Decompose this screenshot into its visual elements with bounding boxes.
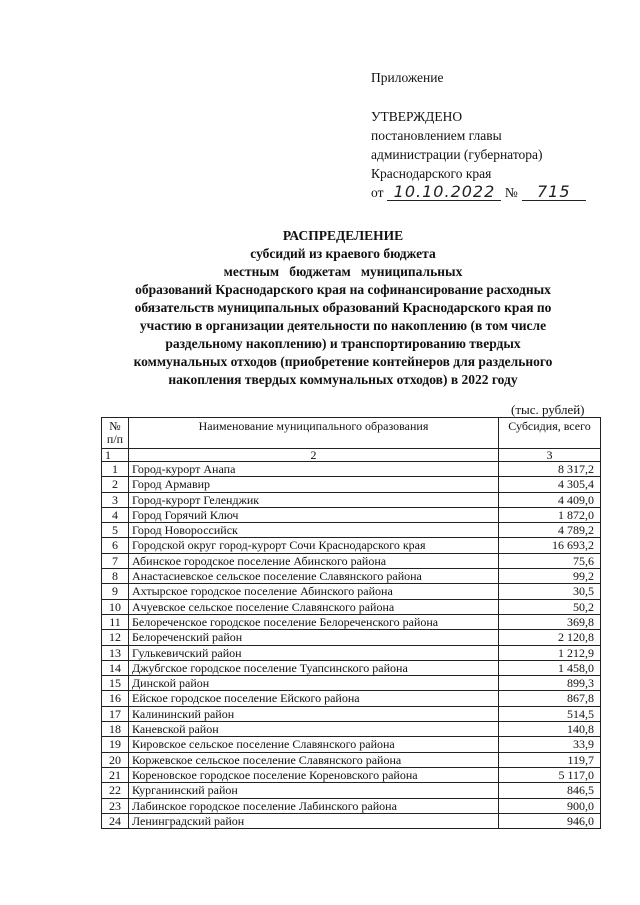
row-subsidy: 5 117,0 [499,767,601,782]
table-row [102,492,601,507]
table-row [102,477,601,492]
column-number-row [102,449,601,462]
row-number: 19 [102,737,129,752]
row-number: 4 [102,507,129,522]
row-number: 6 [102,538,129,553]
table-row [102,538,601,553]
table-row [102,798,601,813]
title-line-8: накопления твердых коммунальных отходов) в 2022 году [168,372,518,387]
title-heading: РАСПРЕДЕЛЕНИЕ [282,228,404,243]
table-row [102,645,601,660]
title-line-4: обязательств муниципальных образований Краснодарского края по [134,300,552,315]
table-row [102,752,601,767]
table-header-row [102,418,601,449]
row-subsidy: 946,0 [499,813,601,828]
row-number: 15 [102,676,129,691]
row-number: 22 [102,783,129,798]
row-number: 2 [102,477,129,492]
row-subsidy: 119,7 [499,752,601,767]
row-name: Белореченское городское поселение Белореченского района [129,614,499,629]
title-line-2: местным бюджетам муниципальных [223,264,463,279]
row-name: Коржевское сельское поселение Славянского района [129,752,499,767]
row-number: 12 [102,630,129,645]
row-name: Кореновское городское поселение Кореновского района [129,767,499,782]
row-name: Каневской район [129,722,499,737]
row-name: Курганинский район [129,783,499,798]
header-number: № п/п [102,418,129,449]
table-row [102,584,601,599]
row-name: Город Горячий Ключ [129,507,499,522]
row-number: 20 [102,752,129,767]
header-subsidy: Субсидия, всего [499,418,601,449]
row-subsidy: 514,5 [499,706,601,721]
row-subsidy: 75,6 [499,553,601,568]
row-name: Ачуевское сельское поселение Славянского района [129,599,499,614]
row-name: Гулькевичский район [129,645,499,660]
handwritten-number: 715 [522,184,586,201]
table-row [102,722,601,737]
approval-line-1: постановлением главы [371,128,502,143]
table-row [102,599,601,614]
table-row [102,523,601,538]
row-subsidy: 2 120,8 [499,630,601,645]
row-subsidy: 140,8 [499,722,601,737]
row-name: Городской округ город-курорт Сочи Краснодарского края [129,538,499,553]
row-subsidy: 4 789,2 [499,523,601,538]
table-row [102,783,601,798]
row-subsidy: 4 305,4 [499,477,601,492]
row-name: Джубгское городское поселение Туапсинского района [129,660,499,675]
document-title [88,227,598,389]
row-subsidy: 16 693,2 [499,538,601,553]
row-name: Калининский район [129,706,499,721]
row-subsidy: 846,5 [499,783,601,798]
row-subsidy: 99,2 [499,569,601,584]
row-subsidy: 899,3 [499,676,601,691]
column-number-2: 2 [129,449,499,462]
date-number-line [371,183,611,202]
column-number-1: 1 [102,449,129,462]
row-number: 21 [102,767,129,782]
row-name: Город Армавир [129,477,499,492]
title-line-7: коммунальных отходов (приобретение контейнеров для раздельного [133,354,553,369]
handwritten-date: 10.10.2022 [387,184,501,201]
row-number: 9 [102,584,129,599]
table-row [102,630,601,645]
row-name: Белореченский район [129,630,499,645]
row-number: 8 [102,569,129,584]
header-name: Наименование муниципального образования [129,418,499,449]
title-line-6: раздельному накоплению) и транспортированию твердых [165,336,521,351]
row-subsidy: 33,9 [499,737,601,752]
row-name: Кировское сельское поселение Славянского района [129,737,499,752]
approved-label: УТВЕРЖДЕНО [371,109,463,124]
table-row [102,660,601,675]
row-subsidy: 900,0 [499,798,601,813]
row-subsidy: 4 409,0 [499,492,601,507]
row-number: 13 [102,645,129,660]
row-name: Ейское городское поселение Ейского района [129,691,499,706]
row-subsidy: 8 317,2 [499,462,601,477]
table-row [102,767,601,782]
row-name: Город-курорт Геленджик [129,492,499,507]
row-subsidy: 1 212,9 [499,645,601,660]
row-subsidy: 1 872,0 [499,507,601,522]
table-body [102,462,601,829]
approval-line-3: Краснодарского края [371,166,492,181]
row-number: 11 [102,614,129,629]
table-row [102,553,601,568]
appendix-label: Приложение [371,70,444,85]
table-row [102,737,601,752]
row-number: 24 [102,813,129,828]
row-subsidy: 369,8 [499,614,601,629]
row-number: 17 [102,706,129,721]
title-line-3: образований Краснодарского края на софинансирование расходных [135,282,551,297]
table-row [102,507,601,522]
row-name: Абинское городское поселение Абинского района [129,553,499,568]
title-line-5: участию в организации деятельности по накоплению (в том числе [139,318,547,333]
row-number: 10 [102,599,129,614]
table-row [102,691,601,706]
column-number-3: 3 [499,449,601,462]
row-name: Динской район [129,676,499,691]
row-name: Анастасиевское сельское поселение Славянского района [129,569,499,584]
row-number: 18 [102,722,129,737]
approval-block [371,68,611,202]
table-row [102,462,601,477]
row-number: 3 [102,492,129,507]
row-subsidy: 30,5 [499,584,601,599]
row-name: Город-курорт Анапа [129,462,499,477]
row-name: Ленинградский район [129,813,499,828]
row-number: 14 [102,660,129,675]
row-subsidy: 50,2 [499,599,601,614]
table-row [102,813,601,828]
row-name: Город Новороссийск [129,523,499,538]
approval-line-2: администрации (губернатора) [371,147,543,162]
row-number: 16 [102,691,129,706]
row-name: Лабинское городское поселение Лабинского района [129,798,499,813]
table-row [102,676,601,691]
subsidy-table [101,417,601,829]
number-label: № [504,185,518,200]
table-row [102,569,601,584]
row-number: 1 [102,462,129,477]
row-number: 5 [102,523,129,538]
row-name: Ахтырское городское поселение Абинского района [129,584,499,599]
from-label: от [371,185,384,200]
row-number: 23 [102,798,129,813]
unit-label: (тыс. рублей) [511,402,585,417]
table-row [102,706,601,721]
row-subsidy: 867,8 [499,691,601,706]
row-number: 7 [102,553,129,568]
table-row [102,614,601,629]
row-subsidy: 1 458,0 [499,660,601,675]
title-line-1: субсидий из краевого бюджета [250,246,436,261]
